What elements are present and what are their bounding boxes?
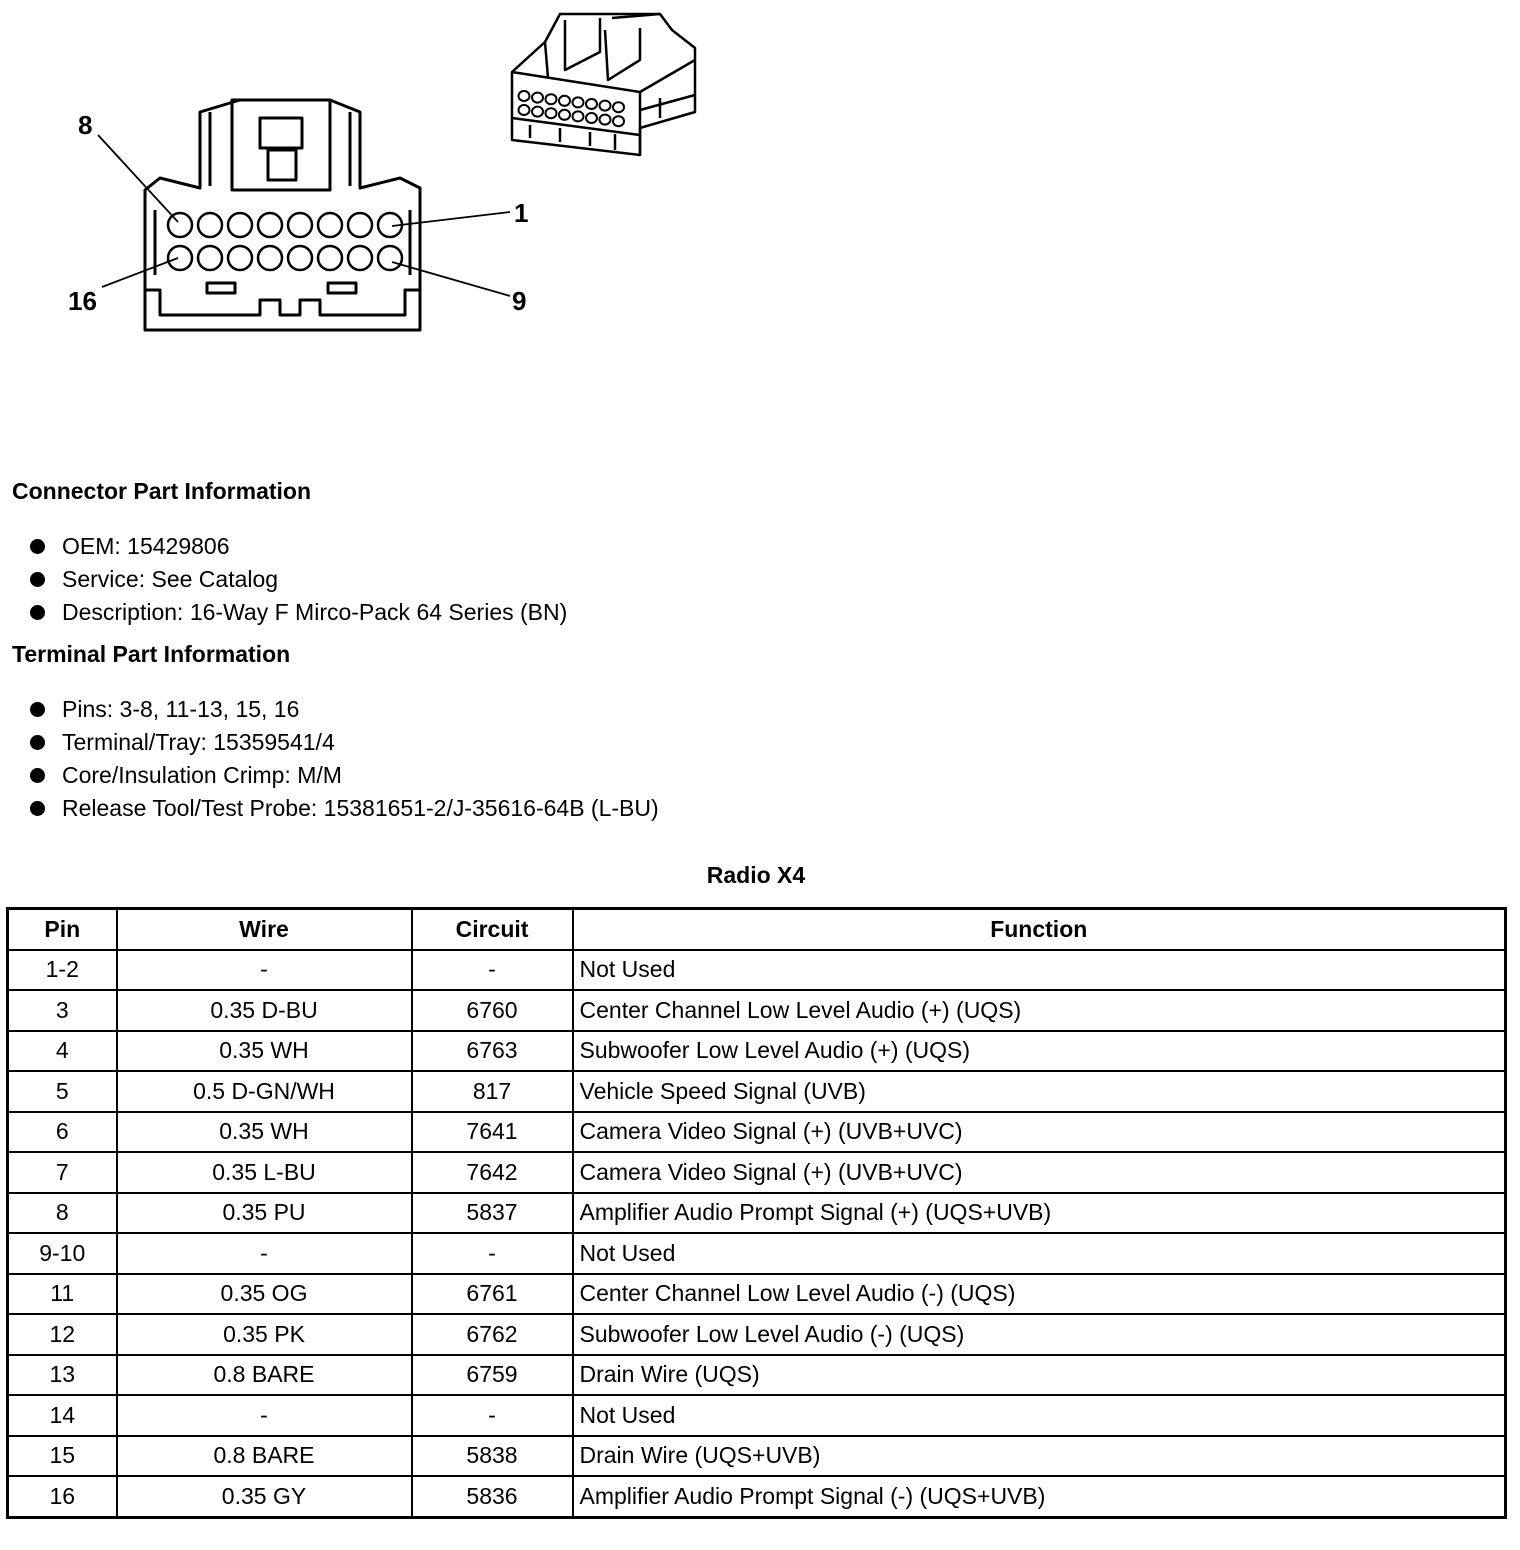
cell-function: Drain Wire (UQS) (573, 1355, 1506, 1396)
cell-wire: 0.35 PK (117, 1314, 412, 1355)
cavity (559, 110, 570, 120)
cell-pin: 6 (8, 1112, 117, 1153)
cell-pin: 16 (8, 1476, 117, 1517)
cell-function: Camera Video Signal (+) (UVB+UVC) (573, 1112, 1506, 1153)
cavity (613, 102, 624, 112)
list-item: Pins: 3-8, 11-13, 15, 16 (30, 693, 659, 726)
cell-circuit: 5836 (412, 1476, 573, 1517)
table-row (8, 1436, 1506, 1477)
connector-diagram (0, 0, 760, 360)
cell-function: Not Used (573, 950, 1506, 991)
table-row (8, 1355, 1506, 1396)
pin-callout-16: 16 (68, 286, 97, 316)
cell-circuit: - (412, 950, 573, 991)
header-function: Function (573, 909, 1506, 950)
cell-pin: 5 (8, 1071, 117, 1112)
cell-function: Subwoofer Low Level Audio (+) (UQS) (573, 1031, 1506, 1072)
cavity (198, 213, 222, 237)
cavity (519, 91, 530, 101)
table-row (8, 1193, 1506, 1234)
cavity (258, 246, 282, 270)
pin-callout-1: 1 (514, 198, 529, 228)
cavity (600, 115, 611, 125)
cell-wire: 0.35 WH (117, 1031, 412, 1072)
list-item: OEM: 15429806 (30, 530, 567, 563)
table-row (8, 1395, 1506, 1436)
cavity (559, 96, 570, 106)
cell-function: Not Used (573, 1395, 1506, 1436)
terminal-part-info-list (30, 693, 659, 825)
pin-callout-8: 8 (78, 110, 93, 140)
cavity (288, 213, 312, 237)
bullet-icon (30, 735, 45, 750)
list-item: Service: See Catalog (30, 563, 567, 596)
cell-circuit: 6763 (412, 1031, 573, 1072)
cavity (573, 97, 584, 107)
bullet-icon (30, 702, 45, 717)
cavity (600, 101, 611, 111)
cell-pin: 15 (8, 1436, 117, 1477)
cavity (348, 246, 372, 270)
cell-pin: 9-10 (8, 1233, 117, 1274)
table-row (8, 1071, 1506, 1112)
cell-circuit: 6759 (412, 1355, 573, 1396)
cell-circuit: 6760 (412, 990, 573, 1031)
bullet-icon (30, 801, 45, 816)
cell-function: Center Channel Low Level Audio (+) (UQS) (573, 990, 1506, 1031)
cavity (318, 246, 342, 270)
cavity (586, 113, 597, 123)
cell-pin: 4 (8, 1031, 117, 1072)
header-wire: Wire (117, 909, 412, 950)
pin-callout-9: 9 (512, 286, 527, 316)
table-row (8, 1112, 1506, 1153)
cell-pin: 12 (8, 1314, 117, 1355)
cell-circuit: 5838 (412, 1436, 573, 1477)
table-row (8, 1152, 1506, 1193)
bullet-icon (30, 572, 45, 587)
list-item: Release Tool/Test Probe: 15381651-2/J-35616-64B (L-BU) (30, 792, 659, 825)
cell-function: Not Used (573, 1233, 1506, 1274)
cell-wire: - (117, 950, 412, 991)
cell-function: Center Channel Low Level Audio (-) (UQS) (573, 1274, 1506, 1315)
cell-circuit: 6762 (412, 1314, 573, 1355)
header-pin: Pin (8, 909, 117, 950)
cell-circuit: 817 (412, 1071, 573, 1112)
cavity (258, 213, 282, 237)
cavity (546, 108, 557, 118)
cell-function: Drain Wire (UQS+UVB) (573, 1436, 1506, 1477)
cavity (613, 116, 624, 126)
cavity (198, 246, 222, 270)
cavity (318, 213, 342, 237)
bullet-icon (30, 539, 45, 554)
list-item: Description: 16-Way F Mirco-Pack 64 Series (BN) (30, 596, 567, 629)
cell-wire: 0.35 D-BU (117, 990, 412, 1031)
header-circuit: Circuit (412, 909, 573, 950)
cell-wire: - (117, 1395, 412, 1436)
connector-part-info-title: Connector Part Information (12, 478, 312, 504)
table-row (8, 1233, 1506, 1274)
cell-wire: 0.35 L-BU (117, 1152, 412, 1193)
cavity (348, 213, 372, 237)
cell-wire: 0.35 PU (117, 1193, 412, 1234)
cavity (532, 93, 543, 103)
terminal-part-info-title: Terminal Part Information (12, 641, 291, 667)
table-header-row (8, 909, 1506, 950)
list-item: Terminal/Tray: 15359541/4 (30, 726, 659, 759)
cell-circuit: 7641 (412, 1112, 573, 1153)
table-row (8, 1031, 1506, 1072)
cavity (168, 246, 192, 270)
cell-wire: 0.35 GY (117, 1476, 412, 1517)
cell-pin: 14 (8, 1395, 117, 1436)
cavity (378, 246, 402, 270)
cavity (228, 213, 252, 237)
table-row (8, 950, 1506, 991)
connector-latch (232, 100, 330, 190)
pinout-table (6, 907, 1507, 1519)
cell-circuit: - (412, 1395, 573, 1436)
cavity (168, 213, 192, 237)
cavity (573, 111, 584, 121)
cell-wire: 0.35 WH (117, 1112, 412, 1153)
cell-pin: 8 (8, 1193, 117, 1234)
cell-wire: 0.8 BARE (117, 1436, 412, 1477)
cell-pin: 1-2 (8, 950, 117, 991)
cell-pin: 11 (8, 1274, 117, 1315)
cell-pin: 13 (8, 1355, 117, 1396)
cell-wire: 0.5 D-GN/WH (117, 1071, 412, 1112)
cell-wire: 0.8 BARE (117, 1355, 412, 1396)
cell-wire: - (117, 1233, 412, 1274)
cell-circuit: 5837 (412, 1193, 573, 1234)
cell-circuit: 7642 (412, 1152, 573, 1193)
table-row (8, 990, 1506, 1031)
cavity (532, 107, 543, 117)
cell-function: Amplifier Audio Prompt Signal (-) (UQS+UVB) (573, 1476, 1506, 1517)
cell-circuit: - (412, 1233, 573, 1274)
cavity (288, 246, 312, 270)
table-row (8, 1476, 1506, 1517)
cell-pin: 7 (8, 1152, 117, 1193)
bullet-icon (30, 768, 45, 783)
table-title: Radio X4 (706, 862, 806, 888)
list-item: Core/Insulation Crimp: M/M (30, 759, 659, 792)
bullet-icon (30, 605, 45, 620)
cell-function: Vehicle Speed Signal (UVB) (573, 1071, 1506, 1112)
cell-pin: 3 (8, 990, 117, 1031)
cavity (546, 94, 557, 104)
connector-iso-view (512, 14, 695, 155)
cavity (519, 105, 530, 115)
connector-part-info-list (30, 530, 567, 629)
cell-function: Amplifier Audio Prompt Signal (+) (UQS+UVB) (573, 1193, 1506, 1234)
cell-function: Camera Video Signal (+) (UVB+UVC) (573, 1152, 1506, 1193)
table-row (8, 1314, 1506, 1355)
cell-circuit: 6761 (412, 1274, 573, 1315)
cavity (586, 99, 597, 109)
cell-wire: 0.35 OG (117, 1274, 412, 1315)
table-row (8, 1274, 1506, 1315)
cell-function: Subwoofer Low Level Audio (-) (UQS) (573, 1314, 1506, 1355)
cavity (228, 246, 252, 270)
